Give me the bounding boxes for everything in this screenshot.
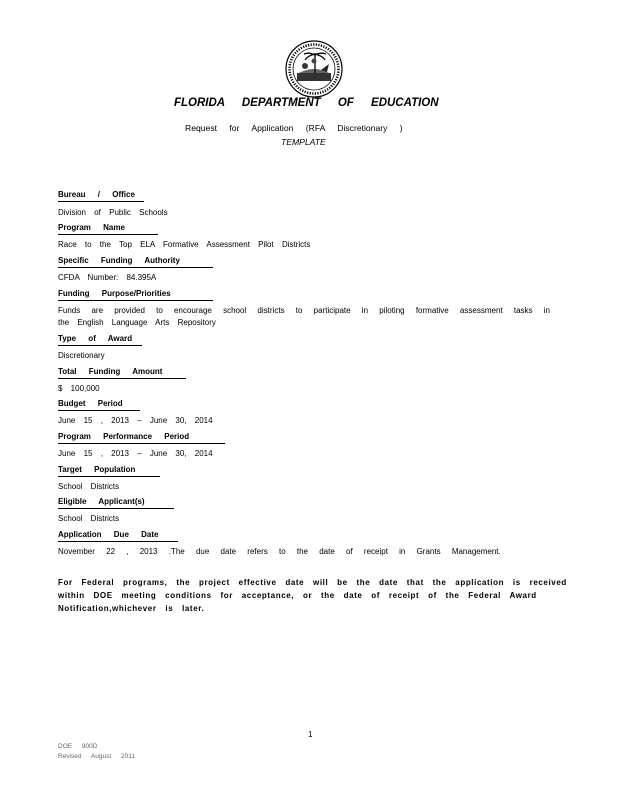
target-population-value: School Districts	[58, 482, 120, 491]
page-number: 1	[308, 730, 313, 739]
federal-programs-line-3: Notification,whichever is later.	[58, 604, 205, 613]
program-name-value: Race to the Top ELA Formative Assessment Pilot Districts	[58, 240, 311, 249]
program-name-label: Program Name	[58, 223, 158, 235]
performance-period-label: Program Performance Period	[58, 432, 225, 444]
eligible-applicants-label: Eligible Applicant(s)	[58, 497, 174, 509]
revision-date: Revised August 2011	[58, 753, 135, 760]
due-date-value: November 22 , 2013 .The due date refers to the date of receipt in Grants Management.	[58, 547, 501, 556]
funding-authority-value: CFDA Number: 84.395A	[58, 273, 157, 282]
eligible-applicants-value: School Districts	[58, 514, 120, 523]
target-population-label: Target Population	[58, 465, 160, 477]
funding-purpose-label: Funding Purpose/Priorities	[58, 289, 213, 301]
department-title: FLORIDA DEPARTMENT OF EDUCATION	[174, 97, 439, 109]
federal-programs-line-1: For Federal programs, the project effective date will be the date that the application is received	[58, 578, 567, 587]
award-type-value: Discretionary	[58, 351, 105, 360]
template-label: TEMPLATE	[281, 137, 326, 147]
funding-purpose-value: Funds are provided to encourage school districts to participate in piloting formative assessment tasks in	[58, 306, 550, 315]
due-date-label: Application Due Date	[58, 530, 178, 542]
funding-purpose-value-continued: the English Language Arts Repository	[58, 318, 216, 327]
performance-period-value: June 15 , 2013 – June 30, 2014	[58, 449, 213, 458]
bureau-office-label: Bureau / Office	[58, 190, 144, 202]
total-funding-value: $ 100,000	[58, 384, 100, 393]
rfa-subtitle: Request for Application (RFA Discretionary )	[185, 123, 403, 133]
budget-period-value: June 15 , 2013 – June 30, 2014	[58, 416, 213, 425]
form-number: DOE 900D	[58, 743, 98, 750]
budget-period-label: Budget Period	[58, 399, 140, 411]
total-funding-label: Total Funding Amount	[58, 367, 186, 379]
florida-seal-icon	[285, 40, 343, 98]
federal-programs-line-2: within DOE meeting conditions for acceptance, or the date of receipt of the Federal Award	[58, 591, 537, 600]
award-type-label: Type of Award	[58, 334, 142, 346]
bureau-office-value: Division of Public Schools	[58, 208, 168, 217]
funding-authority-label: Specific Funding Authority	[58, 256, 213, 268]
